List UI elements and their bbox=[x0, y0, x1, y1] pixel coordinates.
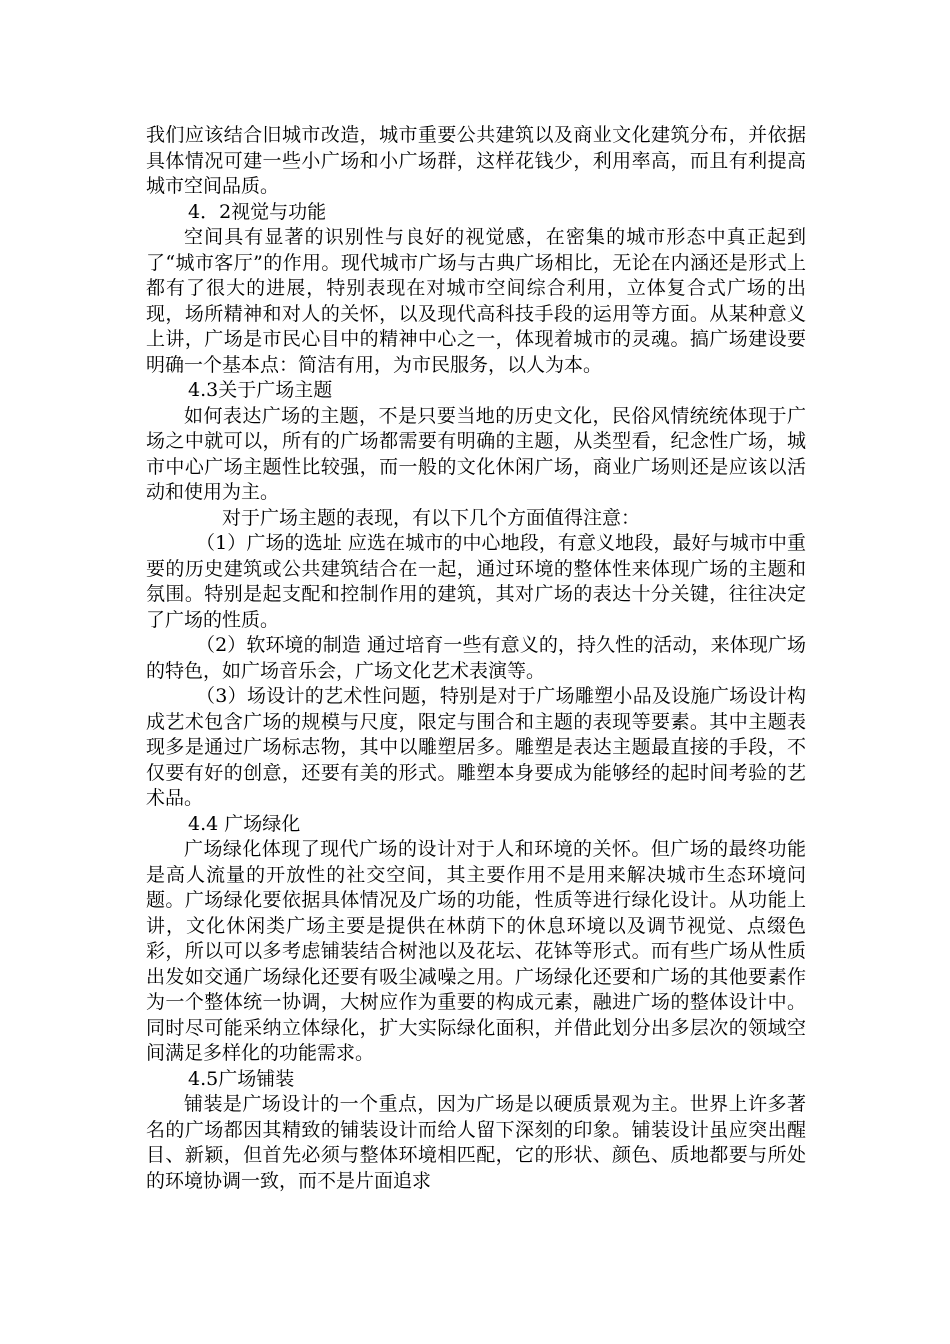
paragraph-visual-function: 空间具有显著的识别性与良好的视觉感，在密集的城市形态中真正起到了“城市客厅”的作用。现代城市广场与古典广场相比，无论在内涵还是形式上都有了很大的进展，特别表现在对城市空间综合利用，立体复合式广场的出现，场所精神和对人的关怀，以及现代高科技手段的运用等方面。从某种意义上讲，广场是市民心目中的精神中心之一，体现着城市的灵魂。搞广场建设要明确一个基本点：简洁有用，为市民服务，以人为本。 bbox=[146, 226, 806, 376]
list-item-site: （1）广场的选址 应选在城市的中心地段，有意义地段，最好与城市中重要的历史建筑或公共建筑结合在一起，通过环境的整体性来体现广场的主题和氛围。特别是起支配和控制作用的建筑，其对广场的表达十分关键，往往决定了广场的性质。 bbox=[146, 532, 806, 631]
paragraph-intro: 我们应该结合旧城市改造，城市重要公共建筑以及商业文化建筑分布，并依据具体情况可建一些小广场和小广场群，这样花钱少，利用率高，而且有利提高城市空间品质。 bbox=[146, 124, 806, 197]
list-item-soft-environment: （2）软环境的制造 通过培育一些有意义的，持久性的活动，来体现广场的特色，如广场音乐会，广场文化艺术表演等。 bbox=[146, 634, 806, 682]
section-heading-4-5: 4.5广场铺装 bbox=[188, 1067, 295, 1090]
section-heading-4-2: 4．2视觉与功能 bbox=[188, 200, 327, 223]
paragraph-theme: 如何表达广场的主题，不是只要当地的历史文化，民俗风情统统体现于广场之中就可以，所有的广场都需要有明确的主题，从类型看，纪念性广场，城市中心广场主题性比较强，而一般的文化休闲广场，商业广场则还是应该以活动和使用为主。 bbox=[146, 404, 806, 503]
paragraph-theme-notes: 对于广场主题的表现，有以下几个方面值得注意： bbox=[222, 506, 641, 529]
section-heading-4-3: 4.3关于广场主题 bbox=[188, 379, 333, 401]
list-item-artistry: （3）场设计的艺术性问题，特别是对于广场雕塑小品及设施广场设计构成艺术包含广场的规模与尺度，限定与围合和主题的表现等要素。其中主题表现多是通过广场标志物，其中以雕塑居多。雕塑是表达主题最直接的手段，不仅要有好的创意，还要有美的形式。雕塑本身要成为能够经的起时间考验的艺术品。 bbox=[146, 685, 806, 809]
document-page bbox=[146, 123, 806, 1194]
section-heading-4-4: 4.4 广场绿化 bbox=[188, 812, 301, 835]
paragraph-paving: 铺装是广场设计的一个重点，因为广场是以硬质景观为主。世界上许多著名的广场都因其精致的铺装设计而给人留下深刻的印象。铺装设计虽应突出醒目、新颖，但首先必须与整体环境相匹配，它的形状、颜色、质地都要与所处的环境协调一致，而不是片面追求 bbox=[146, 1093, 806, 1192]
paragraph-greening: 广场绿化体现了现代广场的设计对于人和环境的关怀。但广场的最终功能是高人流量的开放性的社交空间，其主要作用不是用来解决城市生态环境问题。广场绿化要依据具体情况及广场的功能，性质等进行绿化设计。从功能上讲，文化休闲类广场主要是提供在林荫下的休息环境以及调节视觉、点缀色彩，所以可以多考虑铺装结合树池以及花坛、花钵等形式。而有些广场从性质出发如交通广场绿化还要有吸尘减噪之用。广场绿化还要和广场的其他要素作为一个整体统一协调，大树应作为重要的构成元素，融进广场的整体设计中。同时尽可能采纳立体绿化，扩大实际绿化面积，并借此划分出多层次的领域空间满足多样化的功能需求。 bbox=[146, 838, 806, 1064]
